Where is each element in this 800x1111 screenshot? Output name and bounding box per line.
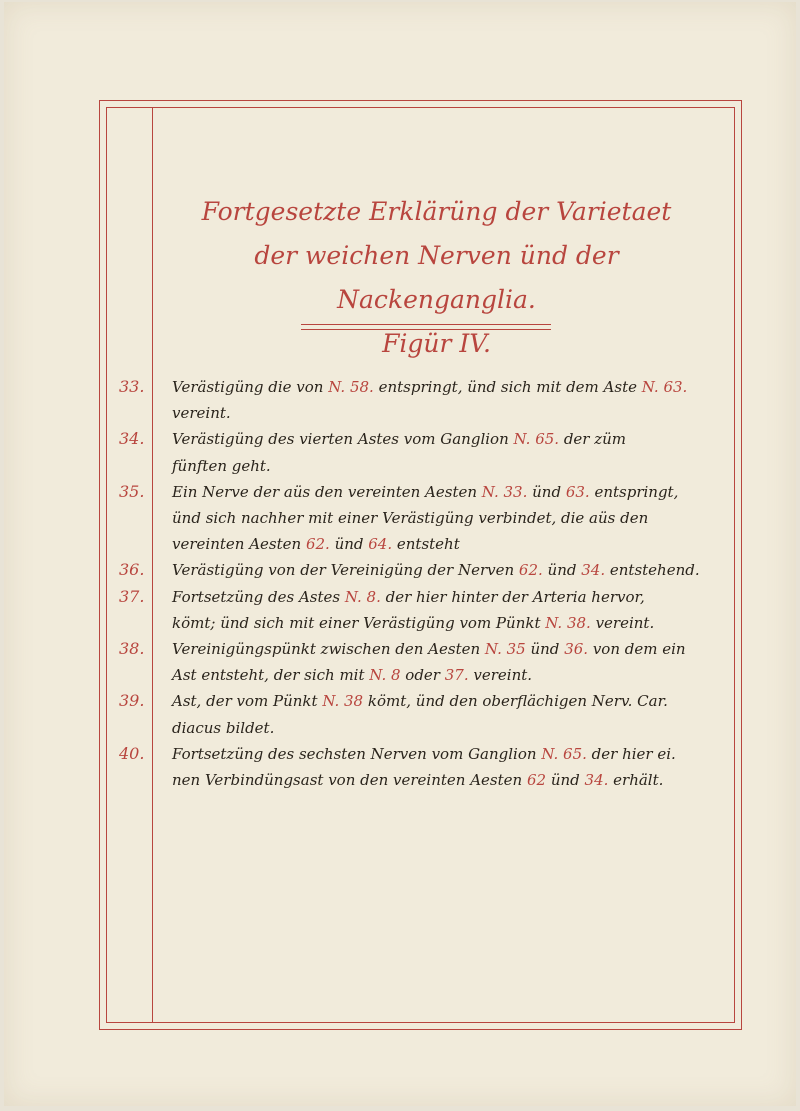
title-line-1: Fortgesetzte Erklärüng der Varietaet — [201, 197, 672, 226]
entry-text-segment: oder — [400, 666, 445, 685]
reference-number: 34. — [584, 771, 609, 790]
entry-text-segment: ünd — [546, 771, 585, 790]
entry-item — [109, 584, 729, 636]
entry-text-segment: Vereinigüngspünkt zwischen den Aesten — [172, 640, 485, 659]
title-underline-top — [301, 324, 551, 325]
entry-text-segment: von dem ein Ast entsteht, der sich mit — [172, 640, 686, 685]
entry-text-segment: ünd — [542, 561, 582, 580]
entry-text — [152, 557, 729, 583]
title-underline-bottom — [301, 329, 551, 330]
reference-number: 62 — [526, 771, 547, 790]
entry-number: 35. — [119, 481, 145, 501]
reference-number: N. 33. — [481, 482, 528, 501]
reference-number: N. 58. — [328, 378, 374, 396]
entry-text-segment: ünd — [329, 535, 369, 554]
entry-text — [152, 741, 729, 793]
entry-text-segment: kömt, ünd den oberflächigen Nerv. Car. diacus bildet. — [172, 692, 668, 737]
entry-text-segment: entstehend. — [605, 561, 700, 580]
entry-text — [152, 584, 729, 636]
reference-number: N. 65. — [541, 744, 587, 763]
title-line-2: der weichen Nerven ünd der Nackenganglia. — [254, 241, 619, 314]
entry-text — [152, 688, 729, 740]
entry-text-segment: entspringt, ünd sich nachher mit einer Verästigüng verbindet, die aüs den vereinten Aesten — [172, 482, 679, 554]
entry-text-segment: Verästigüng des vierten Astes vom Ganglion — [172, 430, 514, 449]
page-title — [164, 190, 709, 366]
reference-number: N. 65. — [513, 430, 560, 449]
entry-number: 40. — [119, 743, 145, 763]
entry-item — [109, 636, 729, 688]
entry-text-segment: Fortsetzüng des Astes — [172, 587, 345, 606]
entry-text-segment: entspringt, ünd sich mit dem Aste — [373, 378, 642, 396]
entry-text-segment: ünd — [527, 482, 566, 501]
reference-number: N. 38. — [545, 613, 591, 632]
entry-number: 37. — [119, 586, 145, 606]
entry-text — [152, 374, 729, 426]
reference-number: N. 63. — [641, 378, 688, 396]
reference-number: 64. — [368, 535, 393, 554]
entry-text-segment: der hier ei. nen Verbindüngsast von den vereinten Aesten — [172, 744, 676, 790]
entry-text-segment: vereint. — [172, 404, 231, 423]
reference-number: N. 38 — [322, 692, 364, 711]
entry-text-segment: Ein Nerve der aüs den vereinten Aesten — [172, 482, 482, 501]
entry-item — [109, 426, 729, 478]
reference-number: N. 35 — [484, 640, 526, 659]
entry-text-segment: ünd — [525, 640, 565, 659]
entry-number: 33. — [119, 377, 145, 396]
reference-number: 37. — [444, 666, 469, 685]
entry-number: 36. — [119, 560, 145, 580]
entry-text-segment: vereint. — [468, 666, 533, 685]
entry-text-segment: der züm fünften geht. — [172, 430, 627, 475]
entry-text-segment: Fortsetzüng des sechsten Nerven vom Ganglion — [172, 744, 542, 763]
reference-number: N. 8 — [369, 666, 401, 685]
entry-text-segment: erhält. — [608, 771, 664, 790]
entry-number: 39. — [119, 691, 145, 711]
entry-text — [152, 636, 729, 688]
entry-text-segment: Verästigüng von der Vereinigüng der Nerven — [172, 561, 519, 580]
entry-item — [109, 479, 729, 558]
entry-text — [152, 426, 729, 478]
entry-text-segment: entsteht — [392, 535, 460, 554]
entry-number: 38. — [119, 639, 145, 659]
entry-text-segment: Verästigüng die von — [172, 378, 329, 396]
entry-text-segment: vereint. — [590, 613, 655, 632]
reference-number: 62. — [518, 561, 543, 580]
reference-number: 63. — [565, 482, 590, 501]
reference-number: 36. — [564, 640, 589, 659]
manuscript-page — [4, 2, 796, 1106]
reference-number: 34. — [581, 561, 606, 580]
entry-text-segment: Ast, der vom Pünkt — [172, 692, 323, 711]
entry-item — [109, 557, 729, 583]
reference-number: 62. — [305, 535, 330, 554]
entry-text — [152, 479, 729, 558]
entry-text-segment: der hier hinter der Arteria hervor, kömt; ünd sich mit einer Verästigüng vom Pünkt — [172, 587, 645, 632]
entry-number: 34. — [119, 429, 145, 449]
entry-item — [109, 741, 729, 793]
entry-item — [109, 688, 729, 740]
entries-list — [109, 374, 729, 793]
reference-number: N. 8. — [344, 587, 381, 606]
title-line-3: Figür IV. — [382, 329, 491, 358]
entry-item — [109, 374, 729, 426]
